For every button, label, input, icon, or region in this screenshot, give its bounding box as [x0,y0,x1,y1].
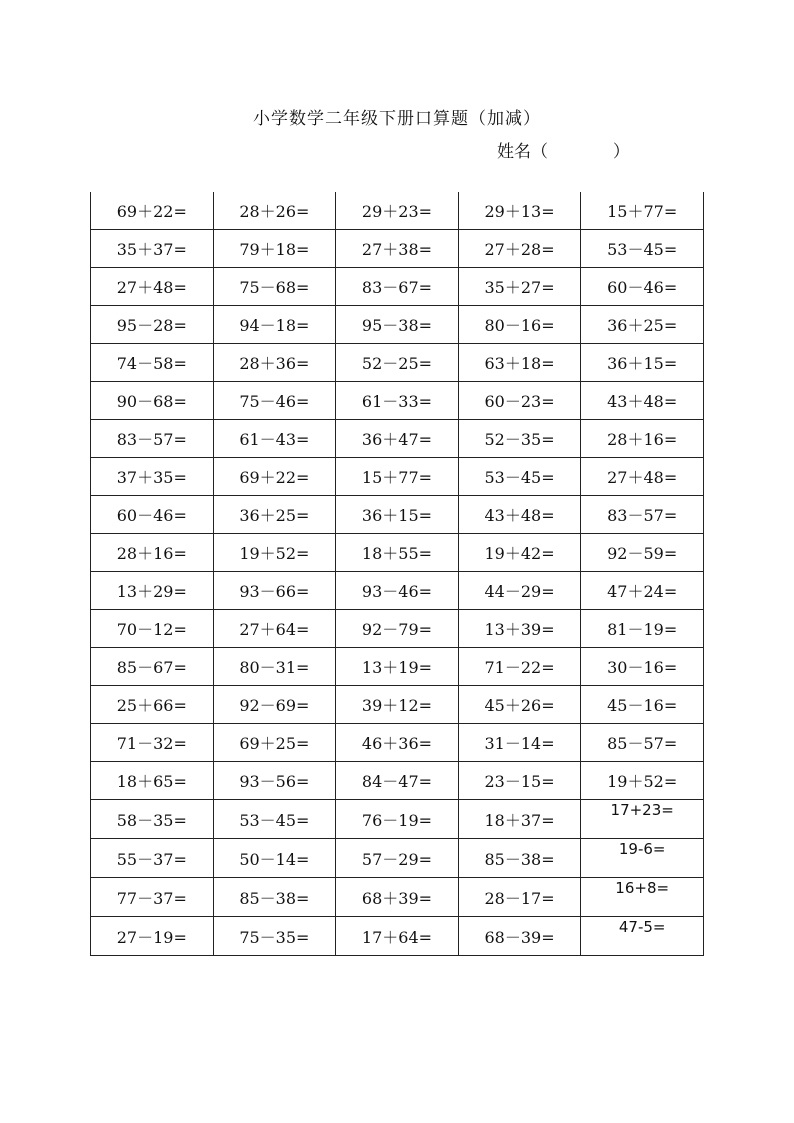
problem-cell: 85－38= [213,878,336,917]
problem-cell: 13＋19= [336,648,459,686]
problem-row [91,610,704,648]
problem-cell: 15＋77= [581,192,704,230]
problem-cell: 53－45= [581,230,704,268]
problem-row [91,192,704,230]
problem-table-body [91,192,704,956]
problem-cell: 25＋66= [91,686,214,724]
problem-cell: 28＋16= [581,420,704,458]
problem-cell: 75－46= [213,382,336,420]
problem-cell: 83－57= [581,496,704,534]
problem-row [91,800,704,839]
arithmetic-problem-table [90,192,704,956]
problem-cell: 19＋42= [458,534,581,572]
problem-cell: 60－46= [581,268,704,306]
problem-cell: 44－29= [458,572,581,610]
problem-cell: 76－19= [336,800,459,839]
problem-cell: 71－22= [458,648,581,686]
problem-cell: 53－45= [213,800,336,839]
problem-row [91,917,704,956]
problem-cell: 63＋18= [458,344,581,382]
problem-row [91,382,704,420]
problem-cell: 35＋37= [91,230,214,268]
problem-cell: 71－32= [91,724,214,762]
problem-cell: 37＋35= [91,458,214,496]
problem-cell: 43＋48= [458,496,581,534]
problem-cell: 75－68= [213,268,336,306]
problem-cell: 19＋52= [581,762,704,800]
problem-cell: 61－33= [336,382,459,420]
problem-cell: 29＋13= [458,192,581,230]
problem-cell: 92－79= [336,610,459,648]
problem-cell: 55－37= [91,839,214,878]
name-label: 姓名（ [497,142,548,162]
problem-row [91,534,704,572]
problem-cell: 95－28= [91,306,214,344]
problem-cell: 57－29= [336,839,459,878]
problem-row [91,724,704,762]
problem-cell: 17＋64= [336,917,459,956]
problem-cell: 36＋15= [336,496,459,534]
problem-row [91,572,704,610]
problem-cell: 95－38= [336,306,459,344]
problem-cell: 27＋48= [581,458,704,496]
problem-cell: 85－67= [91,648,214,686]
problem-cell: 23－15= [458,762,581,800]
problem-cell: 92－59= [581,534,704,572]
problem-cell: 46＋36= [336,724,459,762]
problem-cell: 27＋64= [213,610,336,648]
problem-cell: 27－19= [91,917,214,956]
problem-cell: 30－16= [581,648,704,686]
problem-cell: 28－17= [458,878,581,917]
problem-cell: 18＋65= [91,762,214,800]
problem-cell: 47-5= [581,917,704,956]
problem-cell: 18＋55= [336,534,459,572]
problem-cell: 68＋39= [336,878,459,917]
problem-cell: 43＋48= [581,382,704,420]
problem-row [91,839,704,878]
problem-cell: 74－58= [91,344,214,382]
name-field [497,137,630,162]
problem-cell: 53－45= [458,458,581,496]
problem-cell: 39＋12= [336,686,459,724]
problem-cell: 36＋25= [213,496,336,534]
problem-row [91,268,704,306]
problem-cell: 68－39= [458,917,581,956]
problem-cell: 45－16= [581,686,704,724]
problem-cell: 13＋29= [91,572,214,610]
problem-cell: 93－46= [336,572,459,610]
name-close-paren: ） [612,142,630,162]
problem-row [91,686,704,724]
problem-cell: 19-6= [581,839,704,878]
problem-cell: 84－47= [336,762,459,800]
problem-cell: 80－31= [213,648,336,686]
problem-row [91,230,704,268]
problem-cell: 69＋25= [213,724,336,762]
problem-cell: 69＋22= [213,458,336,496]
problem-cell: 75－35= [213,917,336,956]
problem-cell: 27＋38= [336,230,459,268]
problem-cell: 36＋15= [581,344,704,382]
problem-cell: 83－57= [91,420,214,458]
problem-row [91,648,704,686]
problem-cell: 27＋28= [458,230,581,268]
problem-cell: 52－35= [458,420,581,458]
problem-cell: 80－16= [458,306,581,344]
problem-cell: 15＋77= [336,458,459,496]
problem-cell: 28＋36= [213,344,336,382]
problem-cell: 93－66= [213,572,336,610]
problem-row [91,496,704,534]
problem-row [91,762,704,800]
problem-cell: 93－56= [213,762,336,800]
problem-cell: 28＋26= [213,192,336,230]
problem-cell: 47＋24= [581,572,704,610]
problem-cell: 70－12= [91,610,214,648]
problem-cell: 81－19= [581,610,704,648]
problem-cell: 27＋48= [91,268,214,306]
problem-row [91,878,704,917]
problem-row [91,306,704,344]
problem-cell: 90－68= [91,382,214,420]
problem-cell: 17+23= [581,800,704,839]
problem-cell: 69＋22= [91,192,214,230]
problem-cell: 52－25= [336,344,459,382]
problem-row [91,344,704,382]
problem-cell: 50－14= [213,839,336,878]
problem-cell: 83－67= [336,268,459,306]
problem-cell: 60－46= [91,496,214,534]
problem-row [91,458,704,496]
problem-cell: 58－35= [91,800,214,839]
problem-cell: 45＋26= [458,686,581,724]
problem-cell: 16+8= [581,878,704,917]
problem-cell: 18＋37= [458,800,581,839]
problem-cell: 36＋47= [336,420,459,458]
problem-cell: 85－57= [581,724,704,762]
problem-cell: 19＋52= [213,534,336,572]
problem-cell: 60－23= [458,382,581,420]
problem-cell: 79＋18= [213,230,336,268]
problem-cell: 35＋27= [458,268,581,306]
problem-cell: 77－37= [91,878,214,917]
problem-cell: 61－43= [213,420,336,458]
worksheet-title: 小学数学二年级下册口算题（加减） [253,109,541,129]
problem-cell: 85－38= [458,839,581,878]
problem-cell: 31－14= [458,724,581,762]
problem-cell: 13＋39= [458,610,581,648]
problem-cell: 29＋23= [336,192,459,230]
problem-cell: 28＋16= [91,534,214,572]
problem-cell: 92－69= [213,686,336,724]
problem-row [91,420,704,458]
problem-cell: 94－18= [213,306,336,344]
problem-cell: 36＋25= [581,306,704,344]
